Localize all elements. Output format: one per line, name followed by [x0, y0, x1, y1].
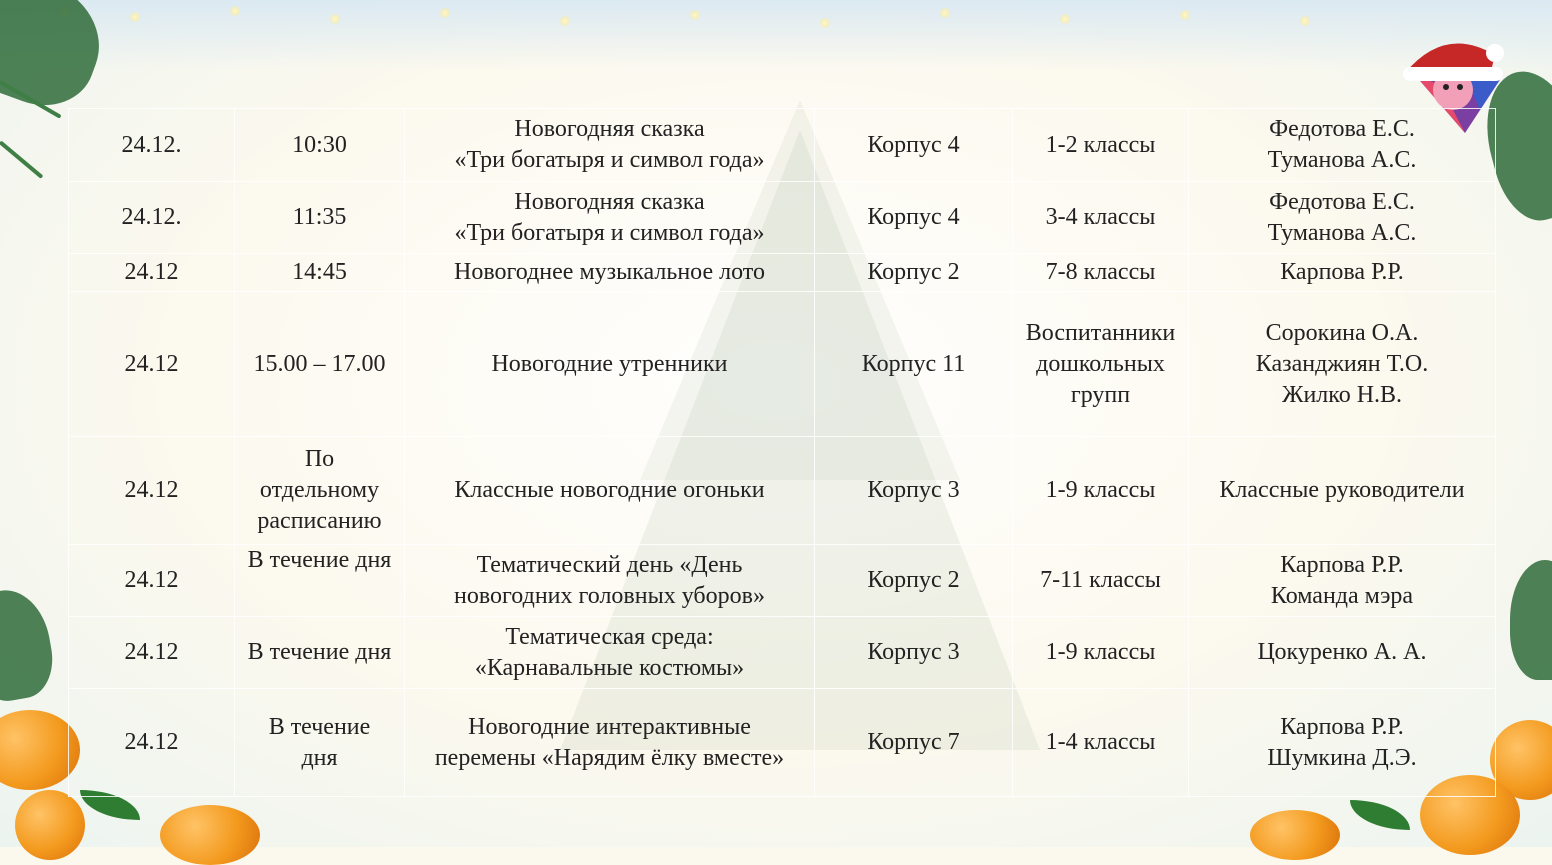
participants-cell: 1-2 классы [1013, 109, 1189, 182]
garland-light [820, 18, 830, 28]
participants-cell: 7-11 классы [1013, 545, 1189, 617]
responsible-cell: Карпова Р.Р. Команда мэра [1189, 545, 1496, 617]
date-cell: 24.12. [69, 182, 235, 254]
time-cell: 15.00 – 17.00 [235, 292, 405, 437]
responsible-cell: Карпова Р.Р. [1189, 254, 1496, 292]
event-cell: Новогодняя сказка «Три богатыря и символ года» [405, 109, 815, 182]
table-row [69, 437, 1496, 545]
time-cell: В течение дня [235, 617, 405, 689]
responsible-cell: Федотова Е.С. Туманова А.С. [1189, 182, 1496, 254]
time-cell: По отдельному расписанию [235, 437, 405, 545]
event-cell: Новогоднее музыкальное лото [405, 254, 815, 292]
time-cell: В течение дня [235, 545, 405, 617]
date-cell: 24.12 [69, 689, 235, 797]
date-cell: 24.12. [69, 109, 235, 182]
garland-light [230, 6, 240, 16]
date-cell: 24.12 [69, 254, 235, 292]
location-cell: Корпус 4 [815, 109, 1013, 182]
event-cell: Тематический день «День новогодних головных уборов» [405, 545, 815, 617]
table-row [69, 292, 1496, 437]
responsible-cell: Федотова Е.С. Туманова А.С. [1189, 109, 1496, 182]
table-row [69, 254, 1496, 292]
event-cell: Новогодние утренники [405, 292, 815, 437]
time-cell: В течение дня [235, 689, 405, 797]
table-row [69, 545, 1496, 617]
garland-light [130, 12, 140, 22]
location-cell: Корпус 4 [815, 182, 1013, 254]
location-cell: Корпус 2 [815, 254, 1013, 292]
date-cell: 24.12 [69, 292, 235, 437]
garland-light [440, 8, 450, 18]
time-cell: 14:45 [235, 254, 405, 292]
event-cell: Тематическая среда: «Карнавальные костюмы» [405, 617, 815, 689]
participants-cell: 1-9 классы [1013, 617, 1189, 689]
tangerine-slice-icon [160, 805, 260, 865]
event-cell: Новогодние интерактивные перемены «Нарядим ёлку вместе» [405, 689, 815, 797]
date-cell: 24.12 [69, 437, 235, 545]
event-cell: Классные новогодние огоньки [405, 437, 815, 545]
participants-cell: 3-4 классы [1013, 182, 1189, 254]
event-cell: Новогодняя сказка «Три богатыря и символ года» [405, 182, 815, 254]
participants-cell: 1-9 классы [1013, 437, 1189, 545]
tangerine-slice-icon [1250, 810, 1340, 860]
responsible-cell: Цокуренко А. А. [1189, 617, 1496, 689]
participants-cell: 7-8 классы [1013, 254, 1189, 292]
date-cell: 24.12 [69, 545, 235, 617]
location-cell: Корпус 11 [815, 292, 1013, 437]
table-row [69, 689, 1496, 797]
location-cell: Корпус 3 [815, 437, 1013, 545]
location-cell: Корпус 7 [815, 689, 1013, 797]
table-row [69, 617, 1496, 689]
garland-light [940, 8, 950, 18]
participants-cell: Воспитанники дошкольных групп [1013, 292, 1189, 437]
time-cell: 10:30 [235, 109, 405, 182]
garland-light [1060, 14, 1070, 24]
time-cell: 11:35 [235, 182, 405, 254]
responsible-cell: Классные руководители [1189, 437, 1496, 545]
new-year-events-table [68, 108, 1496, 797]
location-cell: Корпус 3 [815, 617, 1013, 689]
table-row [69, 182, 1496, 254]
garland-light [560, 16, 570, 26]
garland-light [1300, 16, 1310, 26]
location-cell: Корпус 2 [815, 545, 1013, 617]
garland-light [330, 14, 340, 24]
garland-light [1180, 10, 1190, 20]
date-cell: 24.12 [69, 617, 235, 689]
garland-light [690, 10, 700, 20]
responsible-cell: Сорокина О.А. Казанджиян Т.О. Жилко Н.В. [1189, 292, 1496, 437]
responsible-cell: Карпова Р.Р. Шумкина Д.Э. [1189, 689, 1496, 797]
participants-cell: 1-4 классы [1013, 689, 1189, 797]
tangerine-icon [15, 790, 85, 860]
table-row [69, 109, 1496, 182]
